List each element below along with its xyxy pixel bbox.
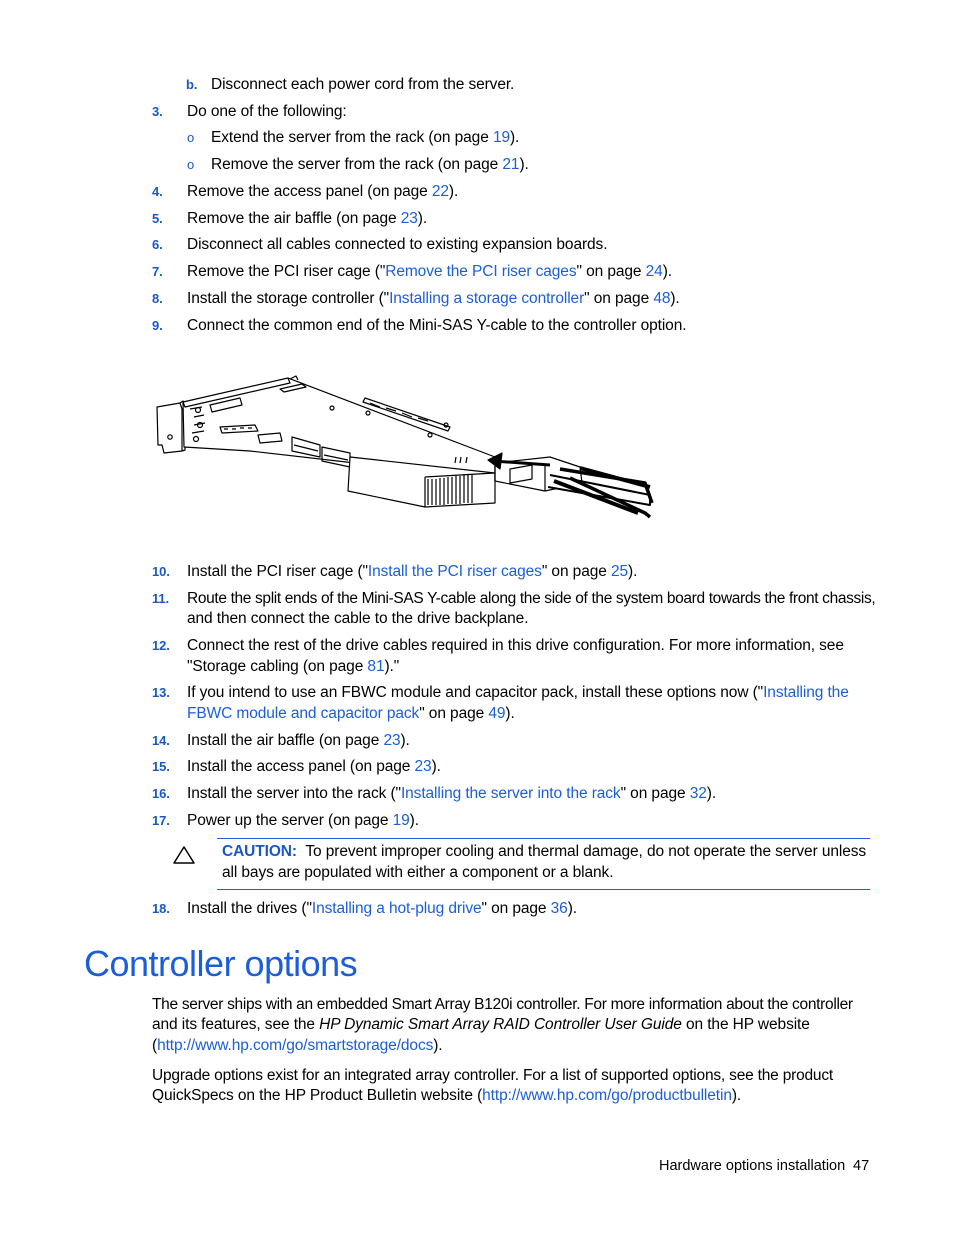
cross-reference-link[interactable]: Remove the PCI riser cages [385, 263, 577, 280]
page-link[interactable]: 48 [653, 290, 671, 307]
step-b-marker: b. [186, 77, 198, 92]
step-5-number: 5. [152, 211, 163, 226]
page-link[interactable]: 23 [400, 210, 418, 227]
step-12-line-2: "Storage cabling (on page 81)." [187, 658, 400, 675]
caution-line-2: all bays are populated with either a component or a blank. [222, 864, 614, 881]
step-7-text: Remove the PCI riser cage ("Remove the PCI riser cages" on page 24). [187, 263, 672, 280]
cross-reference-link[interactable]: Install the PCI riser cages [367, 563, 542, 580]
section-heading: Controller options [84, 943, 358, 984]
step-11-number: 11. [152, 591, 170, 606]
step-6-number: 6. [152, 237, 163, 252]
page-number: 47 [853, 1158, 870, 1174]
paragraph-1-line-3: (http://www.hp.com/go/smartstorage/docs). [152, 1037, 443, 1054]
step-13-line-1: If you intend to use an FBWC module and capacitor pack, install these options now ("Installing the [187, 684, 849, 701]
paragraph-1-line-1: The server ships with an embedded Smart Array B120i controller. For more information about the controller [152, 996, 853, 1013]
page-link[interactable]: 19 [492, 129, 510, 146]
step-14-number: 14. [152, 733, 170, 748]
caution-bottom-rule [217, 889, 870, 890]
page-link[interactable]: 81 [367, 658, 385, 675]
step-9-number: 9. [152, 318, 163, 333]
page-link[interactable]: 24 [645, 263, 663, 280]
page-link[interactable]: 49 [488, 705, 506, 722]
step-7-number: 7. [152, 264, 163, 279]
step-15-text: Install the access panel (on page 23). [187, 758, 441, 775]
productbulletin-url-link[interactable]: http://www.hp.com/go/productbulletin [482, 1087, 732, 1104]
step-13-number: 13. [152, 685, 170, 700]
page-link[interactable]: 32 [689, 785, 707, 802]
page-link[interactable]: 25 [610, 563, 629, 580]
step-17-number: 17. [152, 813, 170, 828]
step-3-text: Do one of the following: [187, 103, 347, 120]
step-15-number: 15. [152, 759, 170, 774]
cross-reference-link[interactable]: FBWC module and capacitor pack [187, 705, 420, 722]
step-13-line-2: FBWC module and capacitor pack" on page 49). [187, 705, 515, 722]
page-link[interactable]: 19 [392, 812, 410, 829]
step-17-text: Power up the server (on page 19). [187, 812, 419, 829]
step-3-option-1: Extend the server from the rack (on page 19). [211, 129, 520, 146]
cross-reference-link[interactable]: Installing a hot-plug drive [311, 900, 482, 917]
step-16-text: Install the server into the rack ("Installing the server into the rack" on page 32). [187, 785, 717, 802]
page-link[interactable]: 21 [502, 156, 520, 173]
step-18-text: Install the drives ("Installing a hot-plug drive" on page 36). [187, 900, 577, 917]
step-3-option-2: Remove the server from the rack (on page 21). [211, 156, 529, 173]
paragraph-2-line-1: Upgrade options exist for an integrated array controller. For a list of supported options, see the product [152, 1067, 834, 1084]
page-link[interactable]: 23 [383, 732, 401, 749]
step-11-line-1: Route the split ends of the Mini-SAS Y-cable along the side of the system board towards the front chassis, [187, 590, 876, 607]
paragraph-1-line-2: and its features, see the HP Dynamic Smart Array RAID Controller User Guide on the HP website [152, 1016, 810, 1033]
step-11-line-2: and then connect the cable to the drive backplane. [187, 610, 529, 627]
step-4-text: Remove the access panel (on page 22). [187, 183, 459, 200]
step-8-number: 8. [152, 291, 163, 306]
page-link[interactable]: 36 [550, 900, 568, 917]
step-10-number: 10. [152, 564, 170, 579]
step-4-number: 4. [152, 184, 163, 199]
smartstorage-url-link[interactable]: http://www.hp.com/go/smartstorage/docs [157, 1037, 434, 1054]
footer-title: Hardware options installation [659, 1158, 846, 1174]
step-14-text: Install the air baffle (on page 23). [187, 732, 410, 749]
step-18-number: 18. [152, 901, 170, 916]
step-12-number: 12. [152, 638, 170, 653]
step-5-text: Remove the air baffle (on page 23). [187, 210, 428, 227]
step-16-number: 16. [152, 786, 170, 801]
step-b-text: Disconnect each power cord from the server. [211, 76, 515, 93]
controller-cable-illustration [150, 365, 660, 525]
cross-reference-link[interactable]: Installing a storage controller [389, 290, 585, 307]
step-8-text: Install the storage controller ("Installing a storage controller" on page 48). [187, 290, 680, 307]
caution-top-rule [217, 838, 870, 839]
caution-label: CAUTION: [222, 843, 297, 860]
step-3-option-marker: o [187, 157, 195, 172]
step-6-text: Disconnect all cables connected to existing expansion boards. [187, 236, 608, 253]
step-3-option-marker: o [187, 130, 195, 145]
cross-reference-link[interactable]: Installing the server into the rack [400, 785, 621, 802]
paragraph-2-line-2: QuickSpecs on the HP Product Bulletin website (http://www.hp.com/go/productbulletin). [152, 1087, 742, 1104]
page-link[interactable]: 23 [414, 758, 432, 775]
step-12-line-1: Connect the rest of the drive cables required in this drive configuration. For more information, see [187, 637, 844, 654]
step-3-number: 3. [152, 104, 163, 119]
step-10-text: Install the PCI riser cage ("Install the PCI riser cages" on page 25). [187, 563, 638, 580]
cross-reference-link[interactable]: Installing the [763, 684, 849, 701]
page-link[interactable]: 22 [431, 183, 449, 200]
guide-title: HP Dynamic Smart Array RAID Controller User Guide [319, 1016, 682, 1033]
step-9-text: Connect the common end of the Mini-SAS Y-cable to the controller option. [187, 317, 687, 334]
caution-triangle-icon [172, 845, 196, 865]
caution-line-1: CAUTION: To prevent improper cooling and thermal damage, do not operate the server unless [222, 843, 867, 860]
